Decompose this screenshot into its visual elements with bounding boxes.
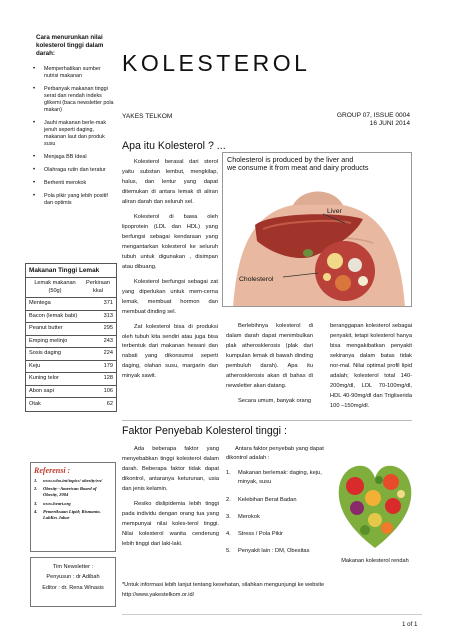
food-kcal: 243 bbox=[103, 337, 113, 344]
food-kcal: 106 bbox=[103, 387, 113, 394]
figure-caption-line: we consume it from meat and dairy products bbox=[227, 163, 369, 173]
reference-num: 4. bbox=[34, 508, 38, 514]
footer-divider bbox=[122, 614, 422, 615]
newsletter-editor: Editor : dr. Rena Winasis bbox=[42, 584, 104, 591]
paragraph: beranggapan kolesterol sebagai penyakit, tetapi kolesterol hanya bisa mengakibatkan penyakit sekiranya dalam batas tidak nor-mal. Nilai optimal profil lipid adalah; kolesterol total 140-200mg/dl, LDL 70-100mg/dl, HDL 40-90mg/dl dan Trigliserida 100 –150mg/dl. bbox=[330, 323, 412, 409]
food-name: Emping melinjo bbox=[29, 337, 68, 344]
table-row bbox=[26, 298, 116, 311]
paragraph: Kolesterol berasal dari sterol yaitu substan lembut, mengkilap, halus, dan lentur yang dapat ditemukan di antara lemak di aliran aliran darah dan seluruh sel. bbox=[122, 159, 218, 205]
paragraph: Berlebihnya kolesterol di dalam darah dapat menimbulkan plak atherosklerosis (plak dari kumpulan lemak di bawah dinding pembuluh darah). Apa itu atherosklerosis akan di bahas di newsletter akan datang. bbox=[226, 323, 313, 389]
liver-label: Liver bbox=[327, 208, 342, 215]
section-divider bbox=[122, 420, 412, 421]
fat-table-header bbox=[26, 278, 116, 298]
newsletter-author: Penyusun : dr Adibah bbox=[46, 574, 100, 581]
faktor-text: Makanan berlemak: daging, keju, minyak, susu bbox=[238, 470, 322, 486]
faktor-list bbox=[226, 469, 336, 556]
issue-date: 16 JUNI 2014 bbox=[369, 120, 410, 128]
reference-item bbox=[34, 486, 112, 498]
reference-text: Pemeriksaan Lipid; Rismanto. LabKes Jabar bbox=[43, 508, 101, 520]
body-liver-illustration bbox=[223, 153, 412, 307]
fat-table-col1: Lemak makanan (50g) bbox=[34, 280, 76, 294]
food-kcal: 295 bbox=[103, 325, 113, 332]
faktor-text: Merokok bbox=[238, 513, 260, 520]
figure-caption-line: Cholesterol is produced by the liver and bbox=[227, 155, 354, 164]
tip-item: • Olahraga rutin dan teratur bbox=[30, 167, 116, 174]
references-list bbox=[34, 478, 112, 521]
faktor-item bbox=[226, 547, 336, 556]
faktor-item bbox=[226, 496, 336, 505]
figure-caption bbox=[227, 156, 368, 173]
food-name: Keju bbox=[29, 362, 41, 369]
reference-num: 2. bbox=[34, 486, 38, 492]
issue-number: GROUP 07, ISSUE 0004 bbox=[336, 112, 410, 119]
section-title-faktor: Faktor Penyebab Kolesterol tinggi : bbox=[122, 425, 287, 437]
fat-table-title: Makanan Tinggi Lemak bbox=[26, 264, 116, 278]
paragraph: Secara umum, banyak orang bbox=[238, 397, 312, 404]
heart-food-image bbox=[335, 450, 415, 555]
website-link[interactable]: http://www.yakestelkom.or.id/ bbox=[122, 591, 195, 598]
table-row bbox=[26, 361, 116, 374]
faktor-num: 5. bbox=[226, 547, 231, 554]
table-row bbox=[26, 311, 116, 324]
table-row bbox=[26, 348, 116, 361]
masthead-title: KOLESTEROL bbox=[122, 50, 311, 76]
reference-text: Obesity--American Board of Obesity, 2004 bbox=[43, 486, 97, 498]
mid-column-1 bbox=[226, 322, 313, 412]
tip-item: • Perbanyak makanan tinggi serat dan rendah indeks glikemi (baca newsletter pola makan) bbox=[30, 86, 116, 114]
tip-item: • Berhenti merokok bbox=[30, 180, 116, 187]
food-name: Otak bbox=[29, 400, 41, 407]
faktor-item bbox=[226, 513, 336, 522]
reference-item bbox=[34, 478, 112, 484]
faktor-text: Stress / Pola Pikir bbox=[238, 530, 283, 537]
food-name: Sosis daging bbox=[29, 350, 62, 357]
paragraph: Resiko dislipidemia lebih tinggi pada individu dengan orang tua yang mempunyai nilai koles-terol tinggi. Nilai kolesterol wanita cenderung lebih tinggi dari laki-laki. bbox=[122, 500, 219, 547]
tip-item: • Memperhatikan sumber nutrisi makanan bbox=[30, 66, 116, 80]
tip-item: • Pola pikir yang lebih positif dan optimis bbox=[30, 193, 116, 207]
page-number: 1 of 1 bbox=[402, 621, 418, 628]
sidebar-tips-list bbox=[30, 66, 116, 213]
paragraph: Zat kolesterol bisa di produksi oleh tubuh kita sendiri atau juga bisa terbentuk dari makanan hewani dan nabati yang dikonsumsi seperti daging, olahan susu, margarin dan minyak sawit. bbox=[122, 323, 218, 380]
footnote bbox=[122, 581, 422, 601]
faktor-text: Penyakit lain : DM, Obesitas bbox=[238, 547, 310, 554]
food-name: Mentega bbox=[29, 300, 51, 307]
faktor-item bbox=[226, 530, 336, 539]
sidebar-tips-title: Cara menurunkan nilai kolesterol tinggi dalam darah: bbox=[36, 34, 104, 58]
mid-column-2 bbox=[330, 322, 412, 417]
food-name: Peanut butter bbox=[29, 325, 63, 332]
food-name: Kuning telor bbox=[29, 375, 59, 382]
tip-item: • Jauhi makanan berle-mak jenuh seperti daging, makanan laut dan produk susu bbox=[30, 120, 116, 148]
faktor-item bbox=[226, 469, 336, 487]
references-box bbox=[30, 462, 116, 552]
newsletter-team-title: Tim Newsletter : bbox=[52, 564, 94, 570]
heart-caption: Makanan kolesterol rendah bbox=[341, 558, 409, 564]
apa-column bbox=[122, 158, 218, 387]
food-kcal: 128 bbox=[103, 375, 113, 382]
org-name: YAKES TELKOM bbox=[122, 113, 173, 120]
faktor-num: 4. bbox=[226, 530, 231, 537]
paragraph: Kolesterol di bawa oleh lipoprotein (LDL dan HDL) yang berfungsi sebagai kendaraan yang mengantarkan kolesterol ke seluruh tubuh untuk digunakan , disimpan atau dibuang. bbox=[122, 213, 218, 270]
faktor-num: 2. bbox=[226, 496, 231, 503]
table-row bbox=[26, 323, 116, 336]
section-title-apa: Apa itu Kolesterol ? ... bbox=[122, 140, 226, 152]
reference-text: www.who.int/topics/ obesity/en/ bbox=[43, 478, 103, 483]
paragraph: Ada beberapa faktor yang menyebabkan tinggi kolesterol dalam darah. Beberapa faktor tidak dapat dikontrol, antaranya keturunan, usia dan jenis kelamin. bbox=[122, 446, 219, 492]
table-row bbox=[26, 373, 116, 386]
table-row bbox=[26, 386, 116, 399]
faktor-num: 3. bbox=[226, 513, 231, 520]
reference-num: 3. bbox=[34, 500, 38, 506]
table-row bbox=[26, 398, 116, 411]
paragraph: Kolesterol berfungsi sebagai zat yang diperlukan untuk mem-cerna lemak, membuat hormon dan membuat dinding sel. bbox=[122, 278, 218, 315]
faktor-text: Kelebihan Berat Badan bbox=[238, 496, 297, 503]
faktor-num: 1. bbox=[226, 470, 231, 477]
faktor-intro: Antara faktor penyebab yang dapat dikontrol adalah : bbox=[226, 446, 324, 462]
faktor-column-2 bbox=[226, 445, 336, 564]
food-name: Bacon (lemak babi) bbox=[29, 312, 78, 319]
fat-food-table bbox=[25, 263, 117, 412]
food-kcal: 224 bbox=[103, 350, 113, 357]
table-row bbox=[26, 336, 116, 349]
tip-item: • Menjaga BB Ideal bbox=[30, 154, 116, 161]
food-kcal: 313 bbox=[103, 312, 113, 319]
issue-info bbox=[330, 112, 410, 128]
reference-item bbox=[34, 501, 112, 507]
footnote-text: *Untuk informasi lebih lanjut tentang kesehatan, silahkan mengunjungi ke website bbox=[122, 582, 325, 588]
reference-num: 1. bbox=[34, 478, 38, 483]
cholesterol-illustration bbox=[222, 152, 412, 307]
food-name: Abon sapi bbox=[29, 387, 54, 394]
food-kcal: 179 bbox=[103, 362, 113, 369]
faktor-column-1 bbox=[122, 445, 219, 555]
references-title: Referensi : bbox=[34, 466, 71, 475]
food-kcal: 62 bbox=[106, 400, 113, 407]
fat-table-col2: Perkiraan kkal bbox=[86, 280, 110, 294]
food-kcal: 371 bbox=[103, 300, 113, 307]
reference-text: www.heart.org bbox=[43, 500, 71, 506]
newsletter-team-box bbox=[30, 557, 116, 607]
cholesterol-label: Cholesterol bbox=[239, 276, 274, 283]
reference-item bbox=[34, 509, 112, 521]
